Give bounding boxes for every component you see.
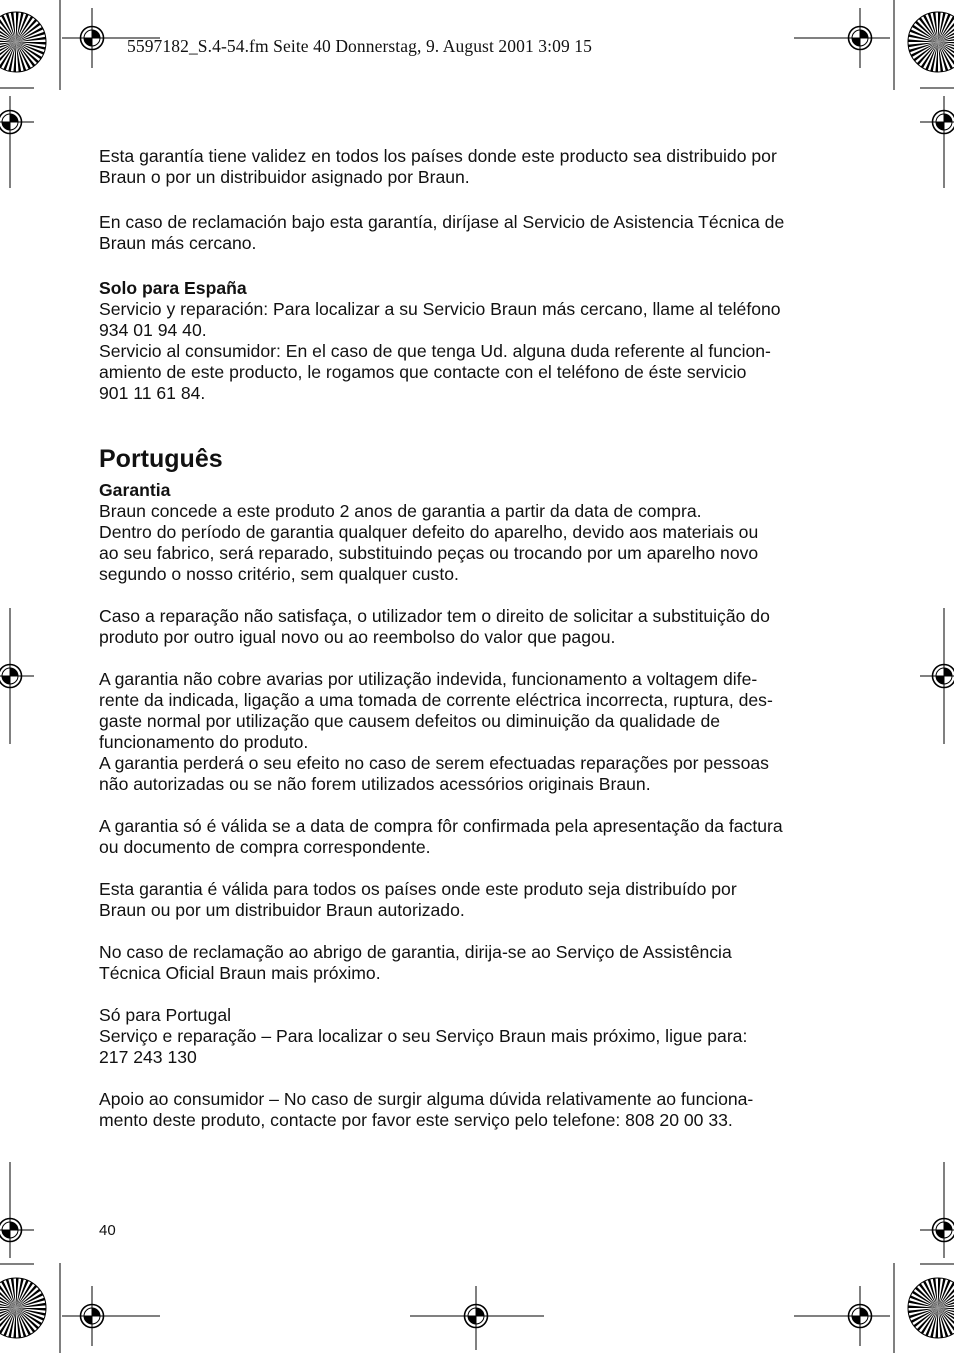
warranty-heading: Garantia: [99, 480, 171, 500]
starburst-icon: [908, 1278, 954, 1338]
crosshair-icon: [0, 652, 34, 700]
crosshair-icon: [0, 98, 34, 146]
portuguese-paragraph-2: Caso a reparação não satisfaça, o utilizador tem o direito de solicitar a substituição do produto por outro igual novo ou ao reembolso do valor que pagou.: [99, 606, 770, 647]
crosshair-icon: [920, 652, 954, 700]
portuguese-paragraph-6: No caso de reclamação ao abrigo de garantia, dirija-se ao Serviço de Assistência Técnica Oficial Braun mais próximo.: [99, 942, 732, 983]
portuguese-paragraph-5: Esta garantia é válida para todos os países onde este produto seja distribuído por Braun ou por um distribuidor Braun autorizado.: [99, 879, 737, 920]
portuguese-paragraph-8: Apoio ao consumidor – No caso de surgir alguma dúvida relativamente ao funciona- mento deste produto, contacte por favor este serviço pelo telefone: 808 20 00 33.: [99, 1089, 754, 1130]
starburst-icon: [0, 12, 46, 72]
spain-heading: Solo para España: [99, 278, 247, 298]
crosshair-icon: [920, 98, 954, 146]
page-number: 40: [99, 1222, 116, 1239]
spanish-paragraph-3: Servicio y reparación: Para localizar a su Servicio Braun más cercano, llame al teléfono 934 01 94 40.: [99, 299, 781, 340]
portuguese-paragraph-1: Braun concede a este produto 2 anos de garantia a partir da data de compra. Dentro do período de garantia qualquer defeito do aparelho, devido aos materiais ou ao seu fabrico, será reparado, substituindo peças ou trocando por um aparelho novo segundo o nosso critério, sem qualquer custo.: [99, 501, 759, 584]
file-info-header: 5597182_S.4-54.fm Seite 40 Donnerstag, 9. August 2001 3:09 15: [127, 36, 592, 56]
portuguese-paragraph-4: A garantia só é válida se a data de compra fôr confirmada pela apresentação da factura ou documento de compra correspondente.: [99, 816, 783, 857]
portuguese-title: Português: [99, 445, 223, 473]
crosshair-icon: [920, 1206, 954, 1254]
starburst-icon: [908, 12, 954, 72]
document-body: [99, 146, 869, 1131]
spanish-paragraph-2: En caso de reclamación bajo esta garantía, diríjase al Servicio de Asistencia Técnica de Braun más cercano.: [99, 212, 785, 253]
starburst-icon: [0, 1278, 46, 1338]
portuguese-paragraph-3: A garantia não cobre avarias por utilização indevida, funcionamento a voltagem dife- rente da indicada, ligação a uma tomada de corrente eléctrica incorrecta, ruptura, des- gaste normal por utilização que causem defeitos ou diminuição da qualidade de funcionamento do produto. A garantia perderá o seu efeito no caso de serem efectuadas reparações por pessoas não autorizadas ou se não forem utilizados acessórios originais Braun.: [99, 669, 773, 794]
portuguese-paragraph-7: Só para Portugal Serviço e reparação – Para localizar o seu Serviço Braun mais próximo, ligue para: 217 243 130: [99, 1005, 748, 1067]
spanish-paragraph-4: Servicio al consumidor: En el caso de que tenga Ud. alguna duda referente al funcion- amiento de este producto, le rogamos que contacte con el teléfono de éste servicio 901 11 61 84.: [99, 341, 771, 403]
crosshair-icon: [0, 1206, 34, 1254]
spanish-paragraph-1: Esta garantía tiene validez en todos los países donde este producto sea distribuido por Braun o por un distribuidor asignado por Braun.: [99, 146, 777, 187]
